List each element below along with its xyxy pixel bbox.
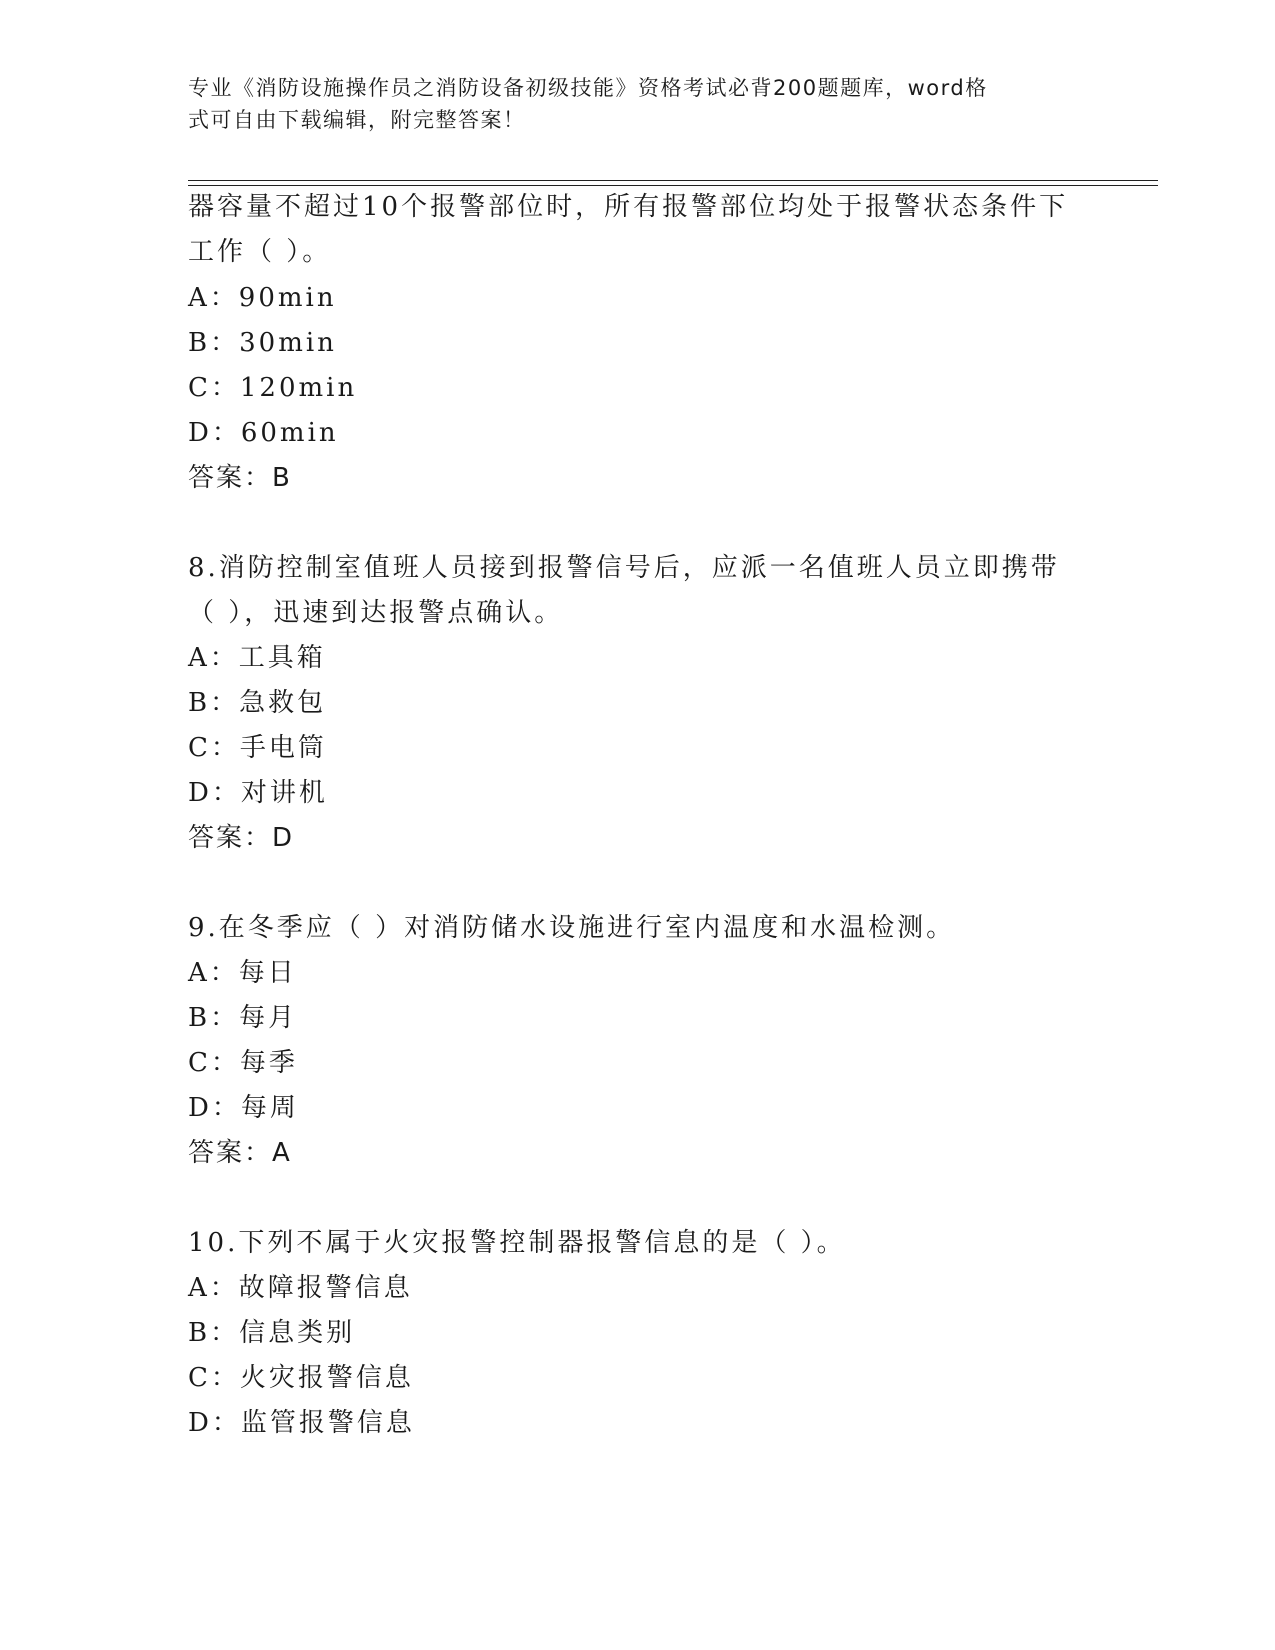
question-stem: 工作（ ）。 [188, 237, 332, 267]
question-stem: （ ），迅速到达报警点确认。 [188, 598, 564, 628]
question-stem: 9.在冬季应（ ）对消防储水设施进行室内温度和水温检测。 [188, 913, 956, 943]
option-d: D：60min [188, 418, 339, 448]
option-c: C：火灾报警信息 [188, 1363, 414, 1393]
header-line-2: 式可自由下载编辑，附完整答案！ [188, 108, 526, 132]
option-b: B：每月 [188, 1003, 298, 1033]
option-d: D：对讲机 [188, 778, 328, 808]
question-stem: 8.消防控制室值班人员接到报警信号后，应派一名值班人员立即携带 [188, 553, 1060, 583]
option-d: D：每周 [188, 1093, 299, 1123]
header-line-1: 专业《消防设施操作员之消防设备初级技能》资格考试必背200题题库，word格 [188, 76, 988, 100]
option-c: C：120min [188, 373, 358, 403]
answer: 答案：A [188, 1138, 292, 1168]
answer: 答案：D [188, 823, 295, 853]
option-b: B：30min [188, 328, 337, 358]
option-b: B：信息类别 [188, 1318, 356, 1348]
option-b: B：急救包 [188, 688, 327, 718]
option-c: C：每季 [188, 1048, 298, 1078]
option-a: A：每日 [188, 958, 297, 988]
header-divider-bottom [188, 185, 1158, 186]
header-divider-top [188, 180, 1158, 181]
document-header [188, 72, 1068, 136]
option-a: A：90min [188, 283, 337, 313]
option-a: A：故障报警信息 [188, 1273, 413, 1303]
question-stem: 器容量不超过10个报警部位时，所有报警部位均处于报警状态条件下 [188, 192, 1069, 222]
option-d: D：监管报警信息 [188, 1408, 415, 1438]
answer: 答案：B [188, 463, 292, 493]
option-c: C：手电筒 [188, 733, 327, 763]
question-stem: 10.下列不属于火灾报警控制器报警信息的是（ ）。 [188, 1228, 846, 1258]
option-a: A：工具箱 [188, 643, 326, 673]
